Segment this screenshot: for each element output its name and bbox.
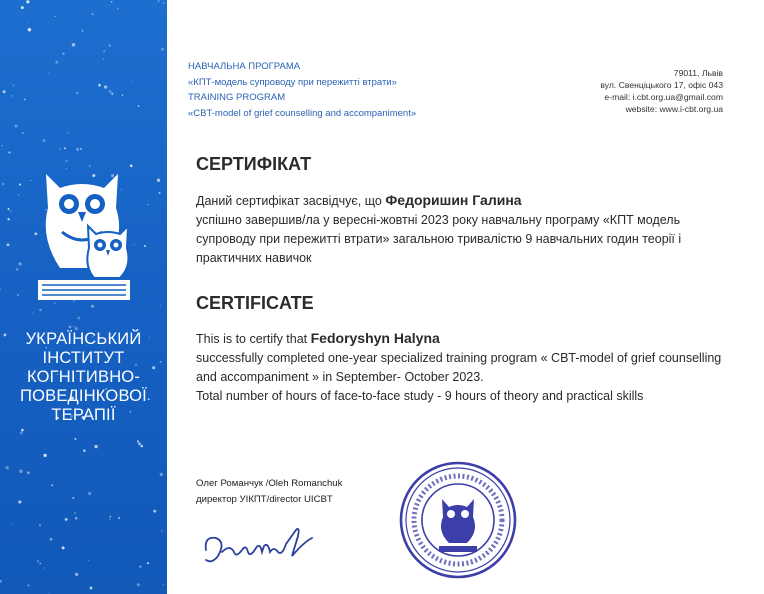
recipient-name-ua: Федоришин Галина <box>385 192 522 208</box>
star-dot <box>163 2 164 3</box>
star-dot <box>104 85 107 88</box>
star-dot <box>138 105 140 107</box>
star-dot <box>2 145 3 146</box>
star-dot <box>138 442 141 445</box>
signatory-name: Олег Романчук /Oleh Romanchuk <box>196 478 343 489</box>
handwritten-signature <box>200 522 320 574</box>
certify-body-en: successfully completed one-year specialized training program « CBT-model of grief counselling and accompaniment » in September- October 2023. <box>196 351 722 384</box>
star-dot <box>103 50 105 52</box>
star-dot <box>90 587 93 590</box>
star-dot <box>109 4 110 5</box>
star-dot <box>50 538 53 541</box>
contact-info <box>600 67 723 115</box>
program-label-ua: НАВЧАЛЬНА ПРОГРАМА <box>188 61 301 72</box>
star-dot <box>109 90 112 93</box>
institute-name-line: ІНСТИТУТ <box>42 349 125 367</box>
star-dot <box>158 0 160 2</box>
certificate-text-ua <box>196 191 736 268</box>
star-dot <box>39 309 41 311</box>
star-dot <box>10 211 12 213</box>
star-dot <box>110 516 112 518</box>
star-dot <box>18 500 21 503</box>
star-dot <box>75 517 78 520</box>
star-dot <box>144 245 146 247</box>
postal-address-city: 79011, Львів <box>673 68 723 78</box>
star-dot <box>74 512 76 514</box>
star-dot <box>15 125 18 128</box>
star-dot <box>158 192 160 194</box>
star-dot <box>31 180 32 181</box>
star-dot <box>162 583 164 585</box>
star-dot <box>8 151 10 153</box>
star-dot <box>76 92 78 94</box>
star-dot <box>18 262 21 265</box>
star-dot <box>28 22 29 23</box>
star-dot <box>20 431 23 434</box>
star-dot <box>13 85 14 86</box>
star-dot <box>2 183 5 186</box>
street-address: вул. Свенціцького 17, офіс 043 <box>600 80 723 90</box>
program-header <box>188 59 416 121</box>
star-dot <box>39 563 41 565</box>
star-dot <box>65 518 68 521</box>
star-dot <box>83 449 86 452</box>
star-dot <box>5 466 9 470</box>
star-dot <box>27 472 29 474</box>
star-dot <box>64 147 66 149</box>
signatory-position: директор УІКПТ/director UICBT <box>196 493 333 505</box>
star-dot <box>74 438 76 440</box>
star-dot <box>147 562 149 564</box>
star-dot <box>137 583 140 586</box>
star-dot <box>131 80 132 81</box>
star-dot <box>26 0 29 3</box>
star-dot <box>48 73 49 74</box>
star-dot <box>65 160 68 163</box>
star-dot <box>161 530 163 532</box>
star-dot <box>44 568 45 569</box>
star-dot <box>118 517 120 519</box>
star-dot <box>22 132 24 134</box>
star-dot <box>28 28 31 31</box>
star-dot <box>72 43 76 47</box>
star-dot <box>7 244 10 247</box>
program-title-ua: «КПТ-модель супроводу при пережитті втрати» <box>188 76 397 88</box>
certify-body-ua: успішно завершив/ла у вересні-жовтні 2023 року навчальну програму «КПТ модель супроводу при пережитті втрати» загальною тривалістю 9 навчальних годин теорії і практичних навичок <box>196 213 682 265</box>
star-dot <box>12 523 13 524</box>
star-dot <box>94 445 97 448</box>
star-dot <box>62 546 65 549</box>
star-dot <box>92 13 94 15</box>
star-dot <box>24 99 26 101</box>
star-dot <box>77 317 80 320</box>
star-dot <box>89 165 91 167</box>
star-dot <box>19 183 21 185</box>
star-dot <box>16 268 19 271</box>
institute-name-line: ТЕРАПІЇ <box>51 406 116 424</box>
star-dot <box>11 95 12 96</box>
institute-seal-stamp <box>397 459 519 581</box>
star-dot <box>72 497 74 499</box>
email-address: e-mail: i.cbt.org.ua@gmail.com <box>604 92 723 102</box>
star-dot <box>122 95 123 96</box>
star-dot <box>82 30 84 32</box>
star-dot <box>32 313 34 315</box>
star-dot <box>111 1 113 3</box>
star-dot <box>80 148 82 150</box>
star-dot <box>55 61 58 64</box>
program-label-en: TRAINING PROGRAM <box>188 92 286 103</box>
star-dot <box>21 6 24 9</box>
star-dot <box>103 58 104 59</box>
star-dot <box>8 208 10 210</box>
star-dot <box>0 580 2 583</box>
star-dot <box>153 510 156 513</box>
star-dot <box>75 573 78 576</box>
star-dot <box>98 84 101 87</box>
star-dot <box>62 53 64 55</box>
total-hours-en: Total number of hours of face-to-face study - 9 hours of theory and practical skills <box>196 389 644 403</box>
star-dot <box>160 305 161 306</box>
star-dot <box>7 218 9 220</box>
star-dot <box>139 566 141 568</box>
certify-intro-en: This is to certify that <box>196 332 311 346</box>
star-dot <box>37 560 39 562</box>
certificate-title-ua: СЕРТИФІКАТ <box>196 154 312 174</box>
star-dot <box>17 294 19 296</box>
certificate-text-en <box>196 329 736 406</box>
institute-name-line: УКРАЇНСЬКИЙ <box>25 330 142 348</box>
star-dot <box>27 584 29 586</box>
star-dot <box>109 44 111 46</box>
star-dot <box>73 326 74 327</box>
star-dot <box>51 484 53 486</box>
star-dot <box>161 48 164 51</box>
institute-name <box>0 330 167 425</box>
recipient-name-en: Fedoryshyn Halyna <box>310 330 440 346</box>
star-dot <box>109 518 111 520</box>
star-dot <box>88 492 91 495</box>
star-dot <box>140 445 142 447</box>
star-dot <box>43 454 46 457</box>
certificate-title-en: CERTIFICATE <box>196 293 314 313</box>
institute-name-line: ПОВЕДІНКОВОЇ <box>20 387 147 405</box>
star-dot <box>39 524 41 526</box>
star-dot <box>130 164 133 167</box>
certify-intro-ua: Даний сертифікат засвідчує, що <box>196 194 386 208</box>
star-dot <box>69 326 72 329</box>
signatory-block <box>196 476 342 507</box>
star-dot <box>76 148 79 151</box>
star-dot <box>19 470 22 473</box>
star-dot <box>147 204 149 206</box>
institute-name-line: КОГНІТИВНО- <box>26 368 141 386</box>
star-dot <box>18 194 19 195</box>
owl-logo-icon <box>34 168 134 308</box>
star-dot <box>117 8 118 9</box>
star-dot <box>0 288 1 290</box>
star-dot <box>88 560 89 561</box>
star-dot <box>3 90 6 93</box>
website-address: website: www.i-cbt.org.ua <box>625 104 723 114</box>
star-dot <box>157 179 160 182</box>
sidebar <box>0 0 167 594</box>
star-dot <box>21 429 24 432</box>
star-dot <box>59 148 61 150</box>
star-dot <box>160 473 163 476</box>
star-dot <box>55 16 56 17</box>
star-dot <box>67 132 69 134</box>
star-dot <box>111 93 113 95</box>
star-dot <box>43 139 46 142</box>
program-title-en: «CBT-model of grief counselling and accompaniment» <box>188 107 417 119</box>
star-dot <box>137 440 139 442</box>
